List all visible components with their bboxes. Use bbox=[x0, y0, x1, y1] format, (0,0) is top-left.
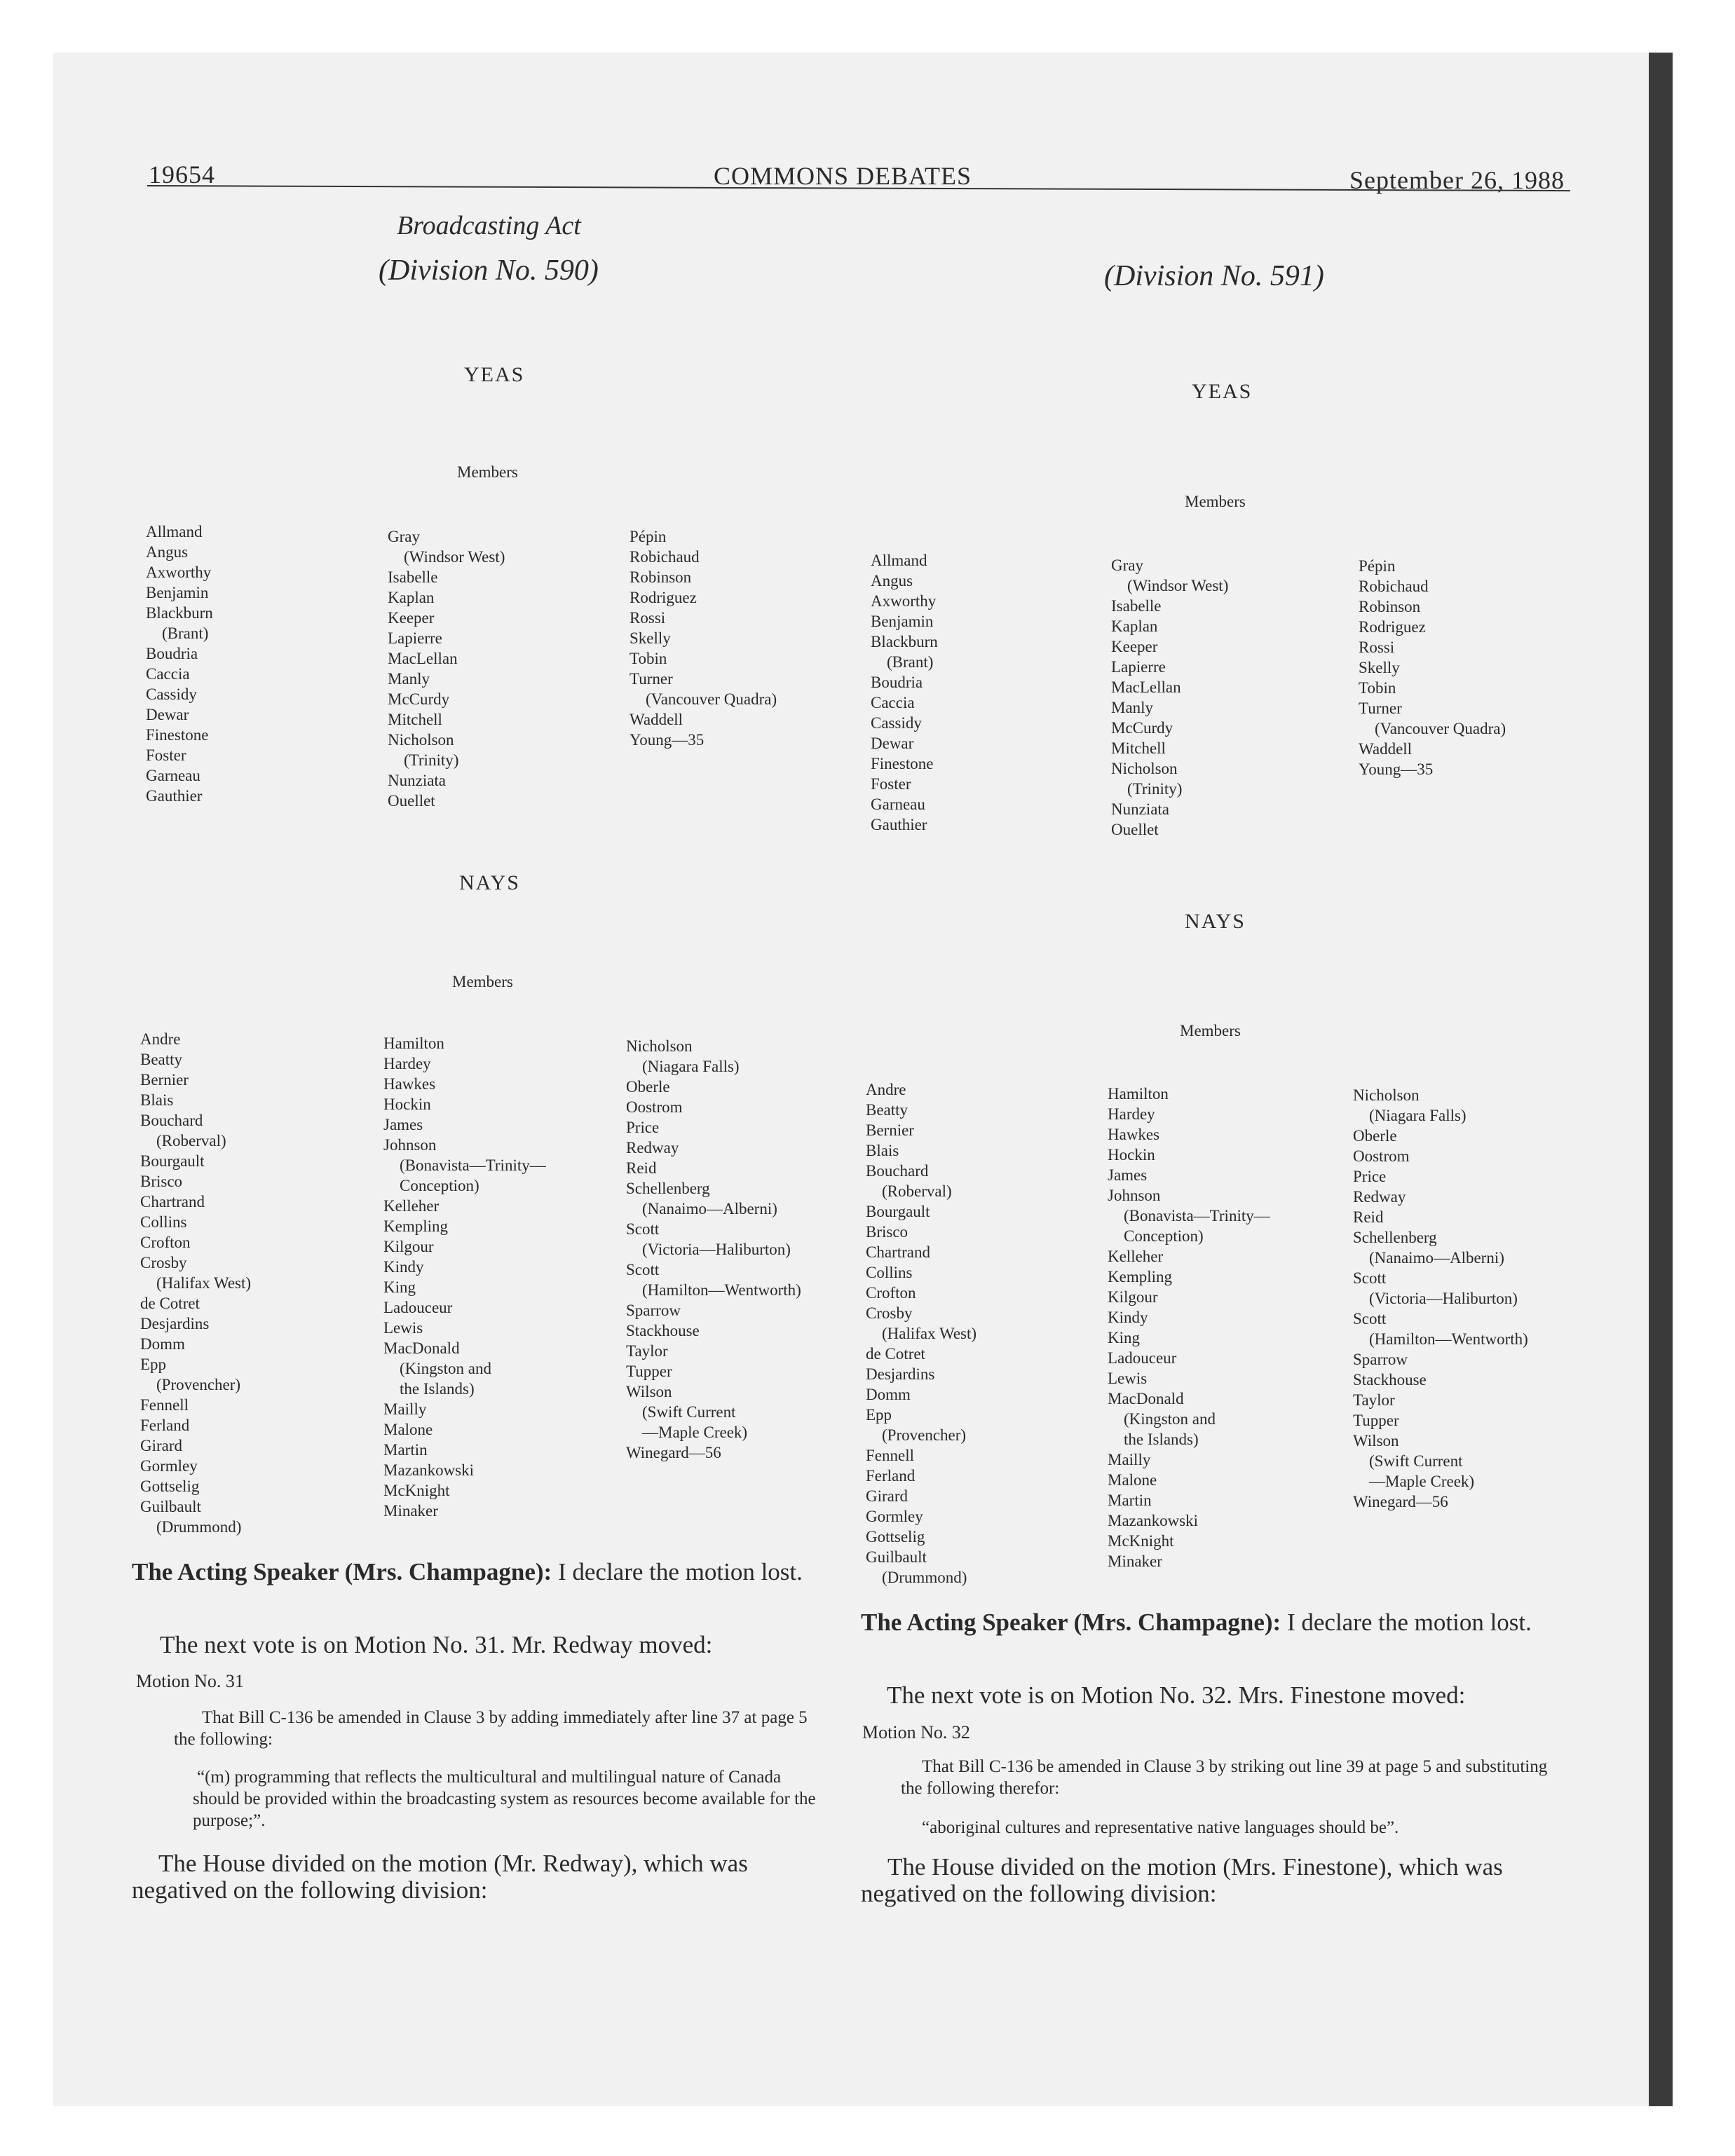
speaker-statement-left bbox=[132, 1559, 829, 1585]
speaker-statement-right bbox=[861, 1609, 1558, 1636]
house-divided-right: The House divided on the motion (Mrs. Finestone), which was negatived on the following division: bbox=[861, 1853, 1503, 1907]
yeas-heading-right: YEAS bbox=[1192, 380, 1253, 403]
division-heading-left: (Division No. 590) bbox=[379, 254, 599, 287]
motion-quote-right: “aboriginal cultures and representative native languages should be”. bbox=[922, 1818, 1399, 1837]
nays-members-label-right: Members bbox=[1180, 1022, 1241, 1039]
nays-list-left-col1: Andre Beatty Bernier Blais Bouchard (Roberval) Bourgault Brisco Chartrand Collins Crofton Crosby (Halifax West) de Cotret Desjardins Domm Epp (Provencher) Fennell Ferland Girard Gormley Gottselig Guilbault (Drummond) bbox=[140, 1030, 252, 1536]
page-date: September 26, 1988 bbox=[1349, 166, 1565, 194]
speaker-name: The Acting Speaker (Mrs. Champagne): bbox=[132, 1558, 552, 1585]
division-heading-right: (Division No. 591) bbox=[1104, 260, 1324, 292]
motion-text-right: That Bill C-136 be amended in Clause 3 by striking out line 39 at page 5 and substituting the following therefor: bbox=[901, 1757, 1548, 1798]
motion-label-right: Motion No. 32 bbox=[862, 1722, 970, 1742]
yeas-list-left-col2: Gray (Windsor West) Isabelle Kaplan Keeper Lapierre MacLellan Manly McCurdy Mitchell Nicholson (Trinity) Nunziata Ouellet bbox=[388, 528, 505, 810]
motion-text-left: That Bill C-136 be amended in Clause 3 by adding immediately after line 37 at page 5 the following: bbox=[174, 1708, 808, 1749]
nays-heading-left: NAYS bbox=[459, 871, 520, 894]
publication-title: COMMONS DEBATES bbox=[714, 162, 972, 190]
nays-heading-right: NAYS bbox=[1185, 910, 1246, 933]
yeas-list-left-col1: Allmand Angus Axworthy Benjamin Blackburn (Brant) Boudria Caccia Cassidy Dewar Finestone Foster Garneau Gauthier bbox=[146, 523, 213, 805]
yeas-list-right-col3: Pépin Robichaud Robinson Rodriguez Rossi Skelly Tobin Turner (Vancouver Quadra) Waddell Young—35 bbox=[1359, 557, 1506, 778]
nays-list-right-col2: Hamilton Hardey Hawkes Hockin James Johnson (Bonavista—Trinity— Conception) Kelleher Kempling Kilgour Kindy King Ladouceur Lewis MacDonald (Kingston and the Islands) Mailly Malone Martin Mazankowski McKnight Minaker bbox=[1108, 1085, 1270, 1570]
motion-quote-left: “(m) programming that reflects the multicultural and multilingual nature of Canada should be provided within the broadcasting system as resources become available for the purpose;”. bbox=[193, 1768, 816, 1830]
nays-list-right-col3: Nicholson (Niagara Falls) Oberle Oostrom Price Redway Reid Schellenberg (Nanaimo—Alberni) Scott (Victoria—Haliburton) Scott (Hamilton—Wentworth) Sparrow Stackhouse Taylor Tupper Wilson (Swift Current —Maple Creek) Winegard—56 bbox=[1353, 1086, 1528, 1510]
speaker-text: I declare the motion lost. bbox=[1286, 1609, 1532, 1636]
motion-label-left: Motion No. 31 bbox=[136, 1671, 244, 1691]
speaker-name: The Acting Speaker (Mrs. Champagne): bbox=[861, 1609, 1281, 1636]
next-vote-right: The next vote is on Motion No. 32. Mrs. Finestone moved: bbox=[887, 1681, 1466, 1709]
next-vote-left: The next vote is on Motion No. 31. Mr. Redway moved: bbox=[160, 1631, 713, 1658]
yeas-list-right-col1: Allmand Angus Axworthy Benjamin Blackburn (Brant) Boudria Caccia Cassidy Dewar Finestone Foster Garneau Gauthier bbox=[871, 552, 938, 833]
yeas-members-label-right: Members bbox=[1185, 493, 1246, 510]
page-number: 19654 bbox=[149, 161, 215, 189]
nays-list-left-col2: Hamilton Hardey Hawkes Hockin James Johnson (Bonavista—Trinity— Conception) Kelleher Kempling Kilgour Kindy King Ladouceur Lewis MacDonald (Kingston and the Islands) Mailly Malone Martin Mazankowski McKnight Minaker bbox=[383, 1035, 546, 1520]
book-spine-shadow bbox=[1649, 53, 1673, 2106]
yeas-members-label-left: Members bbox=[457, 463, 518, 481]
yeas-list-left-col3: Pépin Robichaud Robinson Rodriguez Rossi Skelly Tobin Turner (Vancouver Quadra) Waddell Young—35 bbox=[630, 528, 777, 749]
nays-list-left-col3: Nicholson (Niagara Falls) Oberle Oostrom Price Redway Reid Schellenberg (Nanaimo—Alberni) Scott (Victoria—Haliburton) Scott (Hamilton—Wentworth) Sparrow Stackhouse Taylor Tupper Wilson (Swift Current —Maple Creek) Winegard—56 bbox=[626, 1037, 801, 1461]
speaker-text: I declare the motion lost. bbox=[557, 1558, 803, 1585]
house-divided-left: The House divided on the motion (Mr. Redway), which was negatived on the following division: bbox=[132, 1850, 748, 1904]
act-title: Broadcasting Act bbox=[397, 211, 581, 240]
yeas-list-right-col2: Gray (Windsor West) Isabelle Kaplan Keeper Lapierre MacLellan Manly McCurdy Mitchell Nicholson (Trinity) Nunziata Ouellet bbox=[1111, 557, 1229, 838]
nays-list-right-col1: Andre Beatty Bernier Blais Bouchard (Roberval) Bourgault Brisco Chartrand Collins Crofton Crosby (Halifax West) de Cotret Desjardins Domm Epp (Provencher) Fennell Ferland Girard Gormley Gottselig Guilbault (Drummond) bbox=[866, 1081, 977, 1586]
yeas-heading-left: YEAS bbox=[464, 363, 525, 386]
nays-members-label-left: Members bbox=[452, 973, 513, 990]
